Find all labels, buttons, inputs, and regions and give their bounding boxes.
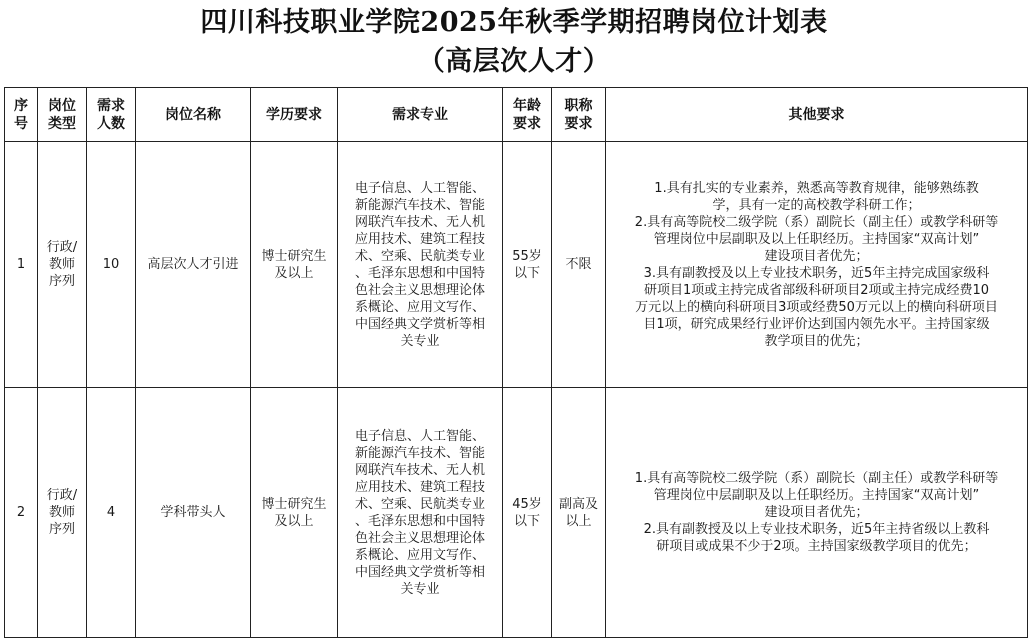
cell-title-requirement (552, 388, 606, 638)
text-line: 2.具有高等院校二级学院（系）副院长（副主任）或教学科研等 (634, 214, 999, 230)
text-line: 人数 (97, 115, 125, 132)
cell-position-type (38, 388, 87, 638)
cell-title-requirement (552, 142, 606, 388)
text-line: 以下 (513, 513, 540, 529)
header-age (503, 88, 552, 142)
header-headcount (87, 88, 136, 142)
text-line: 序列 (48, 522, 75, 537)
text-line: 55岁 (512, 248, 542, 264)
text-line: 关专业 (400, 333, 440, 349)
text-line: 以下 (513, 265, 540, 281)
text-line: 年龄 (513, 97, 541, 114)
text-line: 1.具有高等院校二级学院（系）副院长（副主任）或教学科研等 (634, 471, 999, 486)
text-line: 学，具有一定的高校教学科研工作； (712, 197, 921, 213)
cell-age (503, 388, 552, 638)
text-line: 术、空乘、民航类专业 (354, 248, 485, 264)
text-line: 网联汽车技术、无人机 (354, 214, 485, 230)
recruitment-table (4, 87, 1028, 638)
text-line: 术、空乘、民航类专业 (354, 496, 485, 512)
text-line: 要求 (564, 115, 593, 132)
text-line: 序列 (48, 274, 75, 289)
text-line: 系概论、应用文写作、 (354, 547, 485, 563)
text-line: 及以上 (274, 265, 314, 281)
text-line: 学历要求 (266, 106, 322, 123)
cell-age (503, 142, 552, 388)
text-line: 、毛泽东思想和中国特 (354, 513, 485, 529)
text-line: 色社会主义思想理论体 (354, 282, 485, 298)
header-index (5, 88, 38, 142)
text-line: 需求 (97, 97, 125, 114)
text-line: 教师 (48, 505, 75, 520)
text-line: 副高及 (558, 496, 598, 512)
text-line: 类型 (48, 115, 76, 132)
text-line: 岗位名称 (165, 106, 221, 123)
text-line: 关专业 (400, 581, 440, 597)
text-line: 万元以上的横向科研项目3项或经费50万元以上的横向科研项目 (635, 299, 998, 315)
cell-index: 1 (5, 142, 38, 388)
cell-education (251, 142, 338, 388)
text-line: 职称 (564, 97, 593, 114)
text-line: 研项目或成果不少于2项。主持国家级教学项目的优先； (656, 539, 977, 554)
header-position-type (38, 88, 87, 142)
cell-position-name: 学科带头人 (136, 388, 251, 638)
cell-headcount: 10 (87, 142, 136, 388)
text-line: 系概论、应用文写作、 (354, 299, 485, 315)
text-line: 教学项目的优先； (764, 333, 869, 349)
text-line: 号 (14, 115, 28, 132)
cell-major (338, 388, 503, 638)
header-position-name (136, 88, 251, 142)
text-line: 3.具有副教授及以上专业技术职务，近5年主持完成国家级科 (643, 265, 990, 281)
text-line: 电子信息、人工智能、 (354, 428, 485, 444)
text-line: 不限 (565, 257, 592, 272)
text-line: 中国经典文学赏析等相 (354, 564, 485, 580)
header-title-requirement (552, 88, 606, 142)
page-title: 四川科技职业学院2025年秋季学期招聘岗位计划表 (200, 7, 828, 38)
text-line: 博士研究生 (261, 248, 327, 264)
text-line: 行政/ (46, 240, 78, 255)
text-line: 博士研究生 (261, 496, 327, 512)
text-line: 行政/ (46, 488, 78, 503)
text-line: 电子信息、人工智能、 (354, 180, 485, 196)
header-education (251, 88, 338, 142)
text-line: 建设项目者优先； (764, 248, 869, 264)
text-line: 及以上 (274, 513, 314, 529)
text-line: 、毛泽东思想和中国特 (354, 265, 485, 281)
header-other-requirements (606, 88, 1028, 142)
cell-other-requirements (606, 142, 1028, 388)
text-line: 目1项，研究成果经行业评价达到国内领先水平。主持国家级 (643, 316, 990, 332)
text-line: 要求 (513, 115, 541, 132)
text-line: 1.具有扎实的专业素养，熟悉高等教育规律，能够熟练教 (654, 180, 979, 196)
cell-education (251, 388, 338, 638)
table-row (5, 388, 1028, 638)
text-line: 岗位 (48, 97, 76, 114)
text-line: 2.具有副教授及以上专业技术职务，近5年主持省级以上教科 (643, 522, 990, 537)
text-line: 应用技术、建筑工程技 (354, 479, 485, 495)
cell-position-name: 高层次人才引进 (136, 142, 251, 388)
text-line: 管理岗位中层副职及以上任职经历。主持国家“双高计划” (653, 488, 980, 503)
text-line: 新能源汽车技术、智能 (354, 445, 485, 461)
text-line: 需求专业 (392, 106, 448, 123)
text-line: 序 (14, 97, 28, 114)
text-line: 其他要求 (788, 106, 845, 123)
page-subtitle: （高层次人才） (417, 46, 611, 77)
cell-headcount: 4 (87, 388, 136, 638)
text-line: 以上 (565, 513, 592, 529)
text-line: 教师 (48, 257, 75, 272)
header-major (338, 88, 503, 142)
text-line: 管理岗位中层副职及以上任职经历。主持国家“双高计划” (653, 231, 980, 247)
text-line: 网联汽车技术、无人机 (354, 462, 485, 478)
cell-other-requirements (606, 388, 1028, 638)
text-line: 色社会主义思想理论体 (354, 530, 485, 546)
text-line: 应用技术、建筑工程技 (354, 231, 485, 247)
table-row (5, 142, 1028, 388)
text-line: 建设项目者优先； (764, 505, 869, 520)
cell-major (338, 142, 503, 388)
text-line: 45岁 (512, 496, 542, 512)
cell-position-type (38, 142, 87, 388)
text-line: 新能源汽车技术、智能 (354, 197, 485, 213)
table-header-row (5, 88, 1028, 142)
text-line: 研项目1项或主持完成省部级科研项目2项或主持完成经费10 (643, 282, 990, 298)
cell-index: 2 (5, 388, 38, 638)
text-line: 中国经典文学赏析等相 (354, 316, 485, 332)
